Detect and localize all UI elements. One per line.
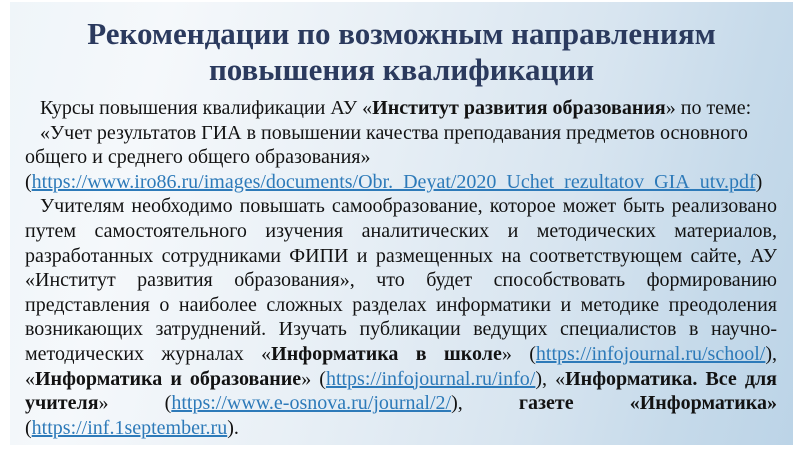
text-run: «Учет результатов ГИА в повышении качества преподавания предметов основного общего и среднего общего образования» ( bbox=[25, 121, 748, 193]
slide bbox=[10, 2, 793, 445]
text-run-bold: Институт развития образования bbox=[372, 97, 666, 119]
slide-body bbox=[25, 96, 777, 440]
journal-name-bold: Информатика. Все для учителя bbox=[25, 367, 778, 415]
text-run: ( bbox=[25, 416, 32, 439]
text-run: Учителям необходимо повышать самообразование, которое может быть реализовано путем самостоятельного изучения аналитических и методических материалов, разработанных сотрудниками ФИПИ и размещенных на соответствующем сайте, АУ «Институт развития образования», что будет способствовать формированию представления о наиболее сложных разделах информатики и методике преодоления возникающих затруднений. Изучать публикации ведущих специалистов в научно-методических журналах « bbox=[25, 195, 777, 365]
journal-name-bold: Информатика и образование bbox=[35, 367, 302, 390]
journal-name-bold: Информатика в школе bbox=[271, 342, 502, 365]
text-run: ), bbox=[451, 392, 519, 415]
link-eosnova-journal[interactable]: https://www.e-osnova.ru/journal/2/ bbox=[171, 392, 452, 415]
text-run: » ( bbox=[301, 367, 326, 390]
journal-name-bold: газете «Информатика» bbox=[518, 392, 777, 415]
text-run: Курсы повышения квалификации АУ « bbox=[40, 97, 373, 119]
text-run: » ( bbox=[501, 342, 536, 365]
text-run: ), « bbox=[535, 367, 566, 390]
paragraph-gia-topic bbox=[25, 121, 777, 195]
text-run: ). bbox=[227, 416, 239, 439]
text-run: ) bbox=[755, 170, 763, 193]
link-1september[interactable]: https://inf.1september.ru bbox=[31, 416, 228, 439]
link-iro86-pdf[interactable]: https://www.iro86.ru/images/documents/Obr._Deyat/2020_Uchet_rezultatov_GIA_utv.pdf bbox=[31, 170, 756, 193]
paragraph-courses bbox=[25, 96, 777, 121]
text-run: » ( bbox=[98, 392, 172, 415]
text-run: ), « bbox=[25, 342, 777, 390]
link-infojournal-info[interactable]: https://infojournal.ru/info/ bbox=[325, 367, 536, 390]
link-infojournal-school[interactable]: https://infojournal.ru/school/ bbox=[535, 342, 766, 365]
paragraph-self-education bbox=[25, 194, 777, 440]
slide-title: Рекомендации по возможным направлениям повышения квалификации bbox=[87, 16, 716, 87]
text-run: » по теме: bbox=[665, 97, 752, 119]
